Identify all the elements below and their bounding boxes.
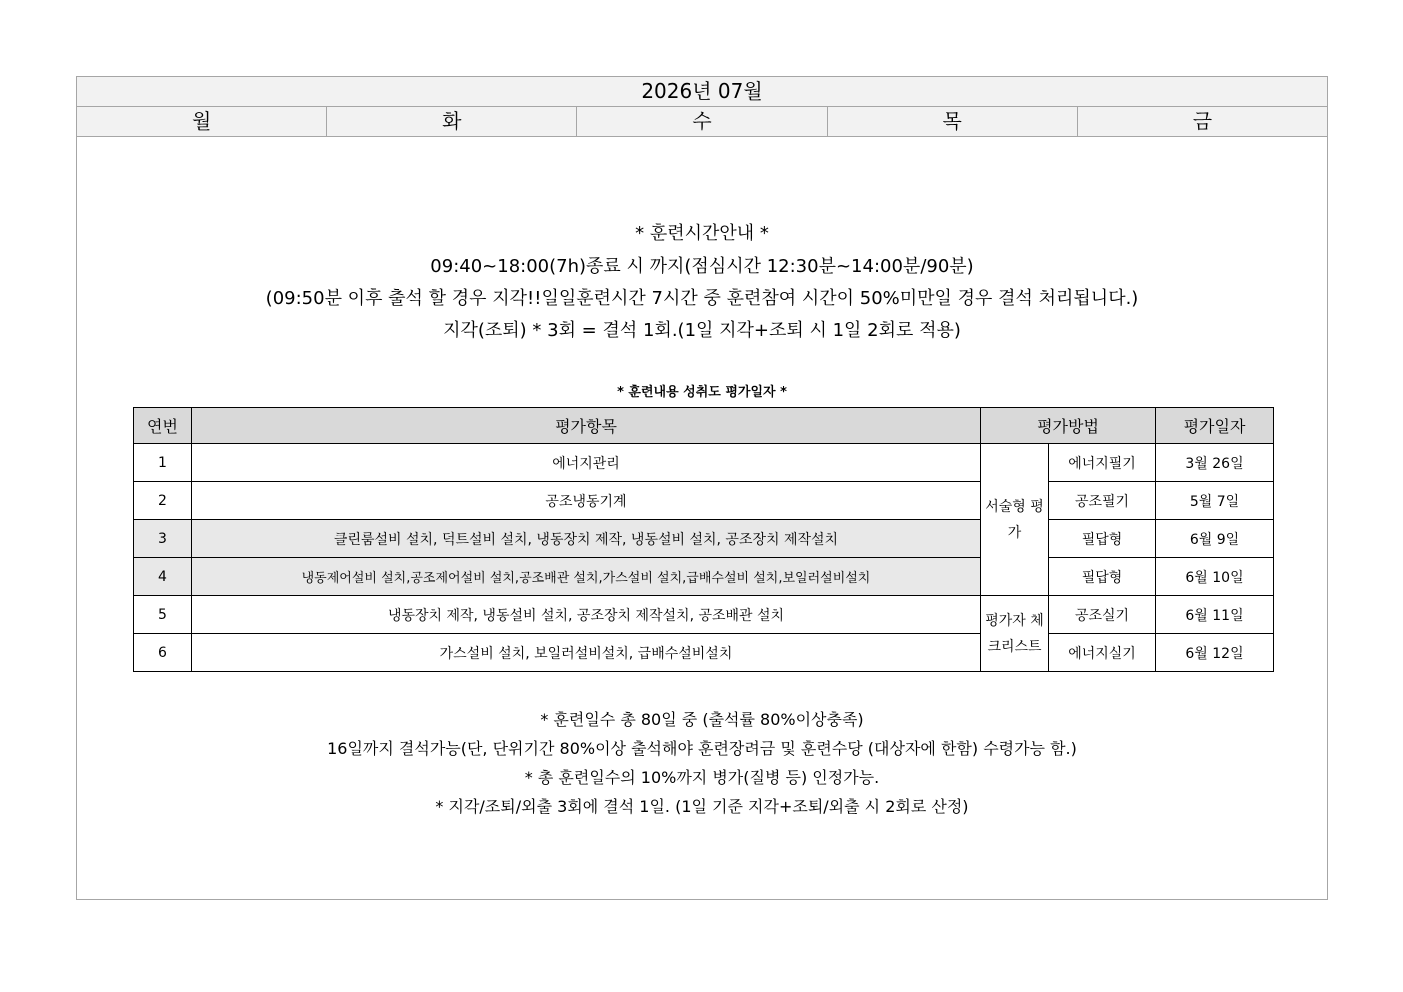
training-time-heading: * 훈련시간안내 *	[635, 223, 769, 244]
table-row	[134, 520, 1274, 558]
row-item: 냉동장치 제작, 냉동설비 설치, 공조장치 제작설치, 공조배관 설치	[192, 596, 981, 634]
table-row	[134, 558, 1274, 596]
weekday-thu: 목	[827, 107, 1077, 136]
table-header-row	[134, 408, 1274, 444]
row-date: 6월 12일	[1156, 634, 1274, 672]
row-item: 가스설비 설치, 보일러설비설치, 급배수설비설치	[192, 634, 981, 672]
row-sub-method: 필답형	[1049, 558, 1156, 596]
table-row	[134, 634, 1274, 672]
row-sub-method: 에너지필기	[1049, 444, 1156, 482]
row-no: 3	[134, 520, 192, 558]
attendance-line3: * 총 훈련일수의 10%까지 병가(질병 등) 인정가능.	[524, 768, 880, 787]
row-no: 2	[134, 482, 192, 520]
method-checklist: 평가자 체크리스트	[981, 596, 1049, 672]
weekday-mon: 월	[191, 109, 212, 133]
row-item: 공조냉동기계	[192, 482, 981, 520]
row-date: 5월 7일	[1156, 482, 1274, 520]
row-sub-method: 필답형	[1049, 520, 1156, 558]
row-item: 클린룸설비 설치, 덕트설비 설치, 냉동장치 제작, 냉동설비 설치, 공조장치 제작설치	[192, 520, 981, 558]
header-method: 평가방법	[981, 408, 1156, 444]
weekday-tue: 화	[326, 107, 576, 136]
attendance-line4: * 지각/조퇴/외출 3회에 결석 1일. (1일 기준 지각+조퇴/외출 시 2회로 산정)	[435, 797, 969, 816]
row-item: 냉동제어설비 설치,공조제어설비 설치,공조배관 설치,가스설비 설치,급배수설비 설치,보일러설비설치	[192, 558, 981, 596]
weekday-wed: 수	[576, 107, 826, 136]
training-time-line2: (09:50분 이후 출석 할 경우 지각!!일일훈련시간 7시간 중 훈련참여 시간이 50%미만일 경우 결석 처리됩니다.)	[265, 288, 1139, 309]
table-row	[134, 482, 1274, 520]
attendance-line1: * 훈련일수 총 80일 중 (출석률 80%이상충족)	[540, 710, 864, 729]
row-date: 6월 11일	[1156, 596, 1274, 634]
row-date: 6월 9일	[1156, 520, 1274, 558]
header-item: 평가항목	[192, 408, 981, 444]
row-no: 6	[134, 634, 192, 672]
row-date: 3월 26일	[1156, 444, 1274, 482]
calendar-page	[76, 76, 1328, 900]
training-time-line1: 09:40~18:00(7h)종료 시 까지(점심시간 12:30분~14:00분/90분)	[430, 256, 974, 277]
row-item: 에너지관리	[192, 444, 981, 482]
weekday-header	[77, 107, 1327, 137]
attendance-line2: 16일까지 결석가능(단, 단위기간 80%이상 출석해야 훈련장려금 및 훈련수당 (대상자에 한함) 수령가능 함.)	[327, 739, 1077, 758]
evaluation-table	[133, 407, 1274, 672]
row-date: 6월 10일	[1156, 558, 1274, 596]
training-time-line3: 지각(조퇴) * 3회 = 결석 1회.(1일 지각+조퇴 시 1일 2회로 적용)	[443, 320, 961, 341]
row-no: 4	[134, 558, 192, 596]
table-row	[134, 596, 1274, 634]
table-row	[134, 444, 1274, 482]
method-written: 서술형 평가	[981, 444, 1049, 596]
evaluation-title: * 훈련내용 성취도 평가일자 *	[617, 385, 787, 400]
month-title: 2026년 07월	[77, 77, 1327, 107]
row-no: 1	[134, 444, 192, 482]
row-sub-method: 공조필기	[1049, 482, 1156, 520]
row-sub-method: 에너지실기	[1049, 634, 1156, 672]
row-sub-method: 공조실기	[1049, 596, 1156, 634]
header-no: 연번	[134, 408, 192, 444]
weekday-fri: 금	[1077, 107, 1327, 136]
header-date: 평가일자	[1156, 408, 1274, 444]
row-no: 5	[134, 596, 192, 634]
